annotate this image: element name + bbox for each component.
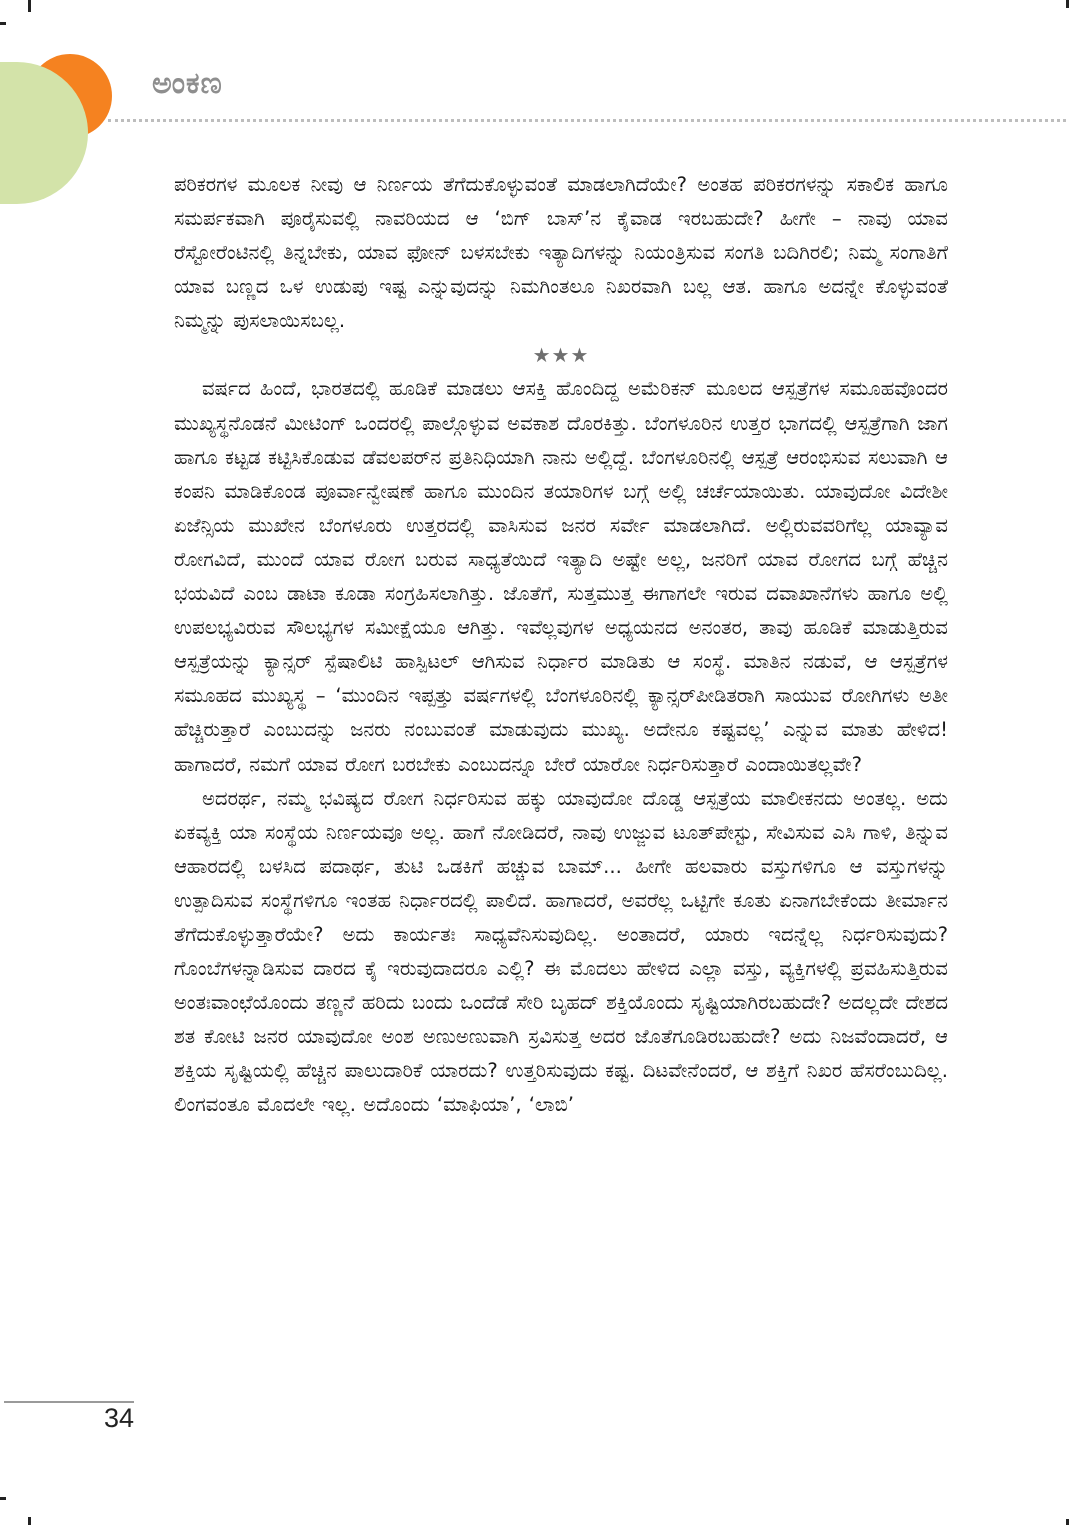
section-title: ಅಂಕಣ (152, 66, 223, 101)
crop-mark-bottom-left (28, 1517, 31, 1525)
crop-mark-left-lower (0, 1497, 6, 1500)
paragraph-continuation: ಪರಿಕರಗಳ ಮೂಲಕ ನೀವು ಆ ನಿರ್ಣಯ ತೆಗೆದುಕೊಳ್ಳುವಂತೆ ಮಾಡಲಾಗಿದೆಯೇ? ಅಂತಹ ಪರಿಕರಗಳನ್ನು ಸಕಾಲಿಕ ಹಾಗೂ ಸಮರ್ಪಕವಾಗಿ ಪೂರೈಸುವಲ್ಲಿ ನಾವರಿಯದ ಆ ‘ಬಿಗ್ ಬಾಸ್’ನ ಕೈವಾಡ ಇರಬಹುದೇ? ಹೀಗೇ – ನಾವು ಯಾವ ರೆಸ್ಟೋರೆಂಟಿನಲ್ಲಿ ತಿನ್ನಬೇಕು, ಯಾವ ಫೋನ್ ಬಳಸಬೇಕು ಇತ್ಯಾದಿಗಳನ್ನು ನಿಯಂತ್ರಿಸುವ ಸಂಗತಿ ಬದಿಗಿರಲಿ; ನಿಮ್ಮ ಸಂಗಾತಿಗೆ ಯಾವ ಬಣ್ಣದ ಒಳ ಉಡುಪು ಇಷ್ಟ ಎನ್ನುವುದನ್ನು ನಿಮಗಿಂತಲೂ ನಿಖರವಾಗಿ ಬಲ್ಲ ಆತ. ಹಾಗೂ ಅದನ್ನೇ ಕೊಳ್ಳುವಂತೆ ನಿಮ್ಮನ್ನು ಪುಸಲಾಯಿಸಬಲ್ಲ. (174, 173, 948, 333)
page-number: 34 (103, 1403, 134, 1433)
section-break-stars: ★★★ (532, 343, 590, 368)
crop-mark-top-left (28, 0, 31, 12)
crop-mark-bottom-right (1066, 1519, 1069, 1525)
crop-mark-left-upper (0, 22, 6, 25)
paragraph-who-decides: ಅದರರ್ಥ, ನಮ್ಮ ಭವಿಷ್ಯದ ರೋಗ ನಿರ್ಧರಿಸುವ ಹಕ್ಕು ಯಾವುದೋ ದೊಡ್ಡ ಆಸ್ಪತ್ರೆಯ ಮಾಲೀಕನದು ಅಂತಲ್ಲ. ಅದು ಏಕವ್ಯಕ್ತಿ ಯಾ ಸಂಸ್ಥೆಯ ನಿರ್ಣಯವೂ ಅಲ್ಲ. ಹಾಗೆ ನೋಡಿದರೆ, ನಾವು ಉಜ್ಜುವ ಟೂತ್‌ಪೇಸ್ಟು, ಸೇವಿಸುವ ಎಸಿ ಗಾಳಿ, ತಿನ್ನುವ ಆಹಾರದಲ್ಲಿ ಬಳಸಿದ ಪದಾರ್ಥ, ತುಟಿ ಒಡಕಿಗೆ ಹಚ್ಚುವ ಬಾಮ್... ಹೀಗೇ ಹಲವಾರು ವಸ್ತುಗಳಿಗೂ ಆ ವಸ್ತುಗಳನ್ನು ಉತ್ಪಾದಿಸುವ ಸಂಸ್ಥೆಗಳಿಗೂ ಇಂತಹ ನಿರ್ಧಾರದಲ್ಲಿ ಪಾಲಿದೆ. ಹಾಗಾದರೆ, ಅವರೆಲ್ಲ ಒಟ್ಟಿಗೇ ಕೂತು ಏನಾಗಬೇಕೆಂದು ತೀರ್ಮಾನ ತೆಗೆದುಕೊಳ್ಳುತ್ತಾರೆಯೇ? ಅದು ಕಾರ್ಯತಃ ಸಾಧ್ಯವೆನಿಸುವುದಿಲ್ಲ. ಅಂತಾದರೆ, ಯಾರು ಇದನ್ನೆಲ್ಲ ನಿರ್ಧರಿಸುವುದು? ಗೊಂಬೆಗಳನ್ನಾಡಿಸುವ ದಾರದ ಕೈ ಇರುವುದಾದರೂ ಎಲ್ಲಿ? ಈ ಮೊದಲು ಹೇಳಿದ ಎಲ್ಲಾ ವಸ್ತು, ವ್ಯಕ್ತಿಗಳಲ್ಲಿ ಪ್ರವಹಿಸುತ್ತಿರುವ ಅಂತಃವಾಂಛೆಯೊಂದು ತಣ್ಣನೆ ಹರಿದು ಬಂದು ಒಂದೆಡೆ ಸೇರಿ ಬೃಹದ್ ಶಕ್ತಿಯೊಂದು ಸೃಷ್ಟಿಯಾಗಿರಬಹುದೇ? ಅದಲ್ಲದೇ ದೇಶದ ಶತ ಕೋಟಿ ಜನರ ಯಾವುದೋ ಅಂಶ ಅಣುಅಣುವಾಗಿ ಸ್ರವಿಸುತ್ತ ಅದರ ಜೊತೆಗೂಡಿರಬಹುದೇ? ಅದು ನಿಜವೆಂದಾದರೆ, ಆ ಶಕ್ತಿಯ ಸೃಷ್ಟಿಯಲ್ಲಿ ಹೆಚ್ಚಿನ ಪಾಲುದಾರಿಕೆ ಯಾರದು? ಉತ್ತರಿಸುವುದು ಕಷ್ಟ. ದಿಟವೇನೆಂದರೆ, ಆ ಶಕ್ತಿಗೆ ನಿಖರ ಹೆಸರೆಂಬುದಿಲ್ಲ. ಲಿಂಗವಂತೂ ಮೊದಲೇ ಇಲ್ಲ. ಅದೊಂದು ‘ಮಾಫಿಯಾ’, ‘ಲಾಬಿ’ (174, 786, 948, 1117)
crop-mark-top-right (1066, 0, 1069, 8)
article-body (174, 168, 948, 1123)
paragraph-hospital-meeting: ವರ್ಷದ ಹಿಂದೆ, ಭಾರತದಲ್ಲಿ ಹೂಡಿಕೆ ಮಾಡಲು ಆಸಕ್ತಿ ಹೊಂದಿದ್ದ ಅಮೆರಿಕನ್ ಮೂಲದ ಆಸ್ಪತ್ರೆಗಳ ಸಮೂಹವೊಂದರ ಮುಖ್ಯಸ್ಥನೊಡನೆ ಮೀಟಿಂಗ್ ಒಂದರಲ್ಲಿ ಪಾಲ್ಗೊಳ್ಳುವ ಅವಕಾಶ ದೊರಕಿತ್ತು. ಬೆಂಗಳೂರಿನ ಉತ್ತರ ಭಾಗದಲ್ಲಿ ಆಸ್ಪತ್ರೆಗಾಗಿ ಜಾಗ ಹಾಗೂ ಕಟ್ಟಡ ಕಟ್ಟಿಸಿಕೊಡುವ ಡೆವಲಪರ್‌ನ ಪ್ರತಿನಿಧಿಯಾಗಿ ನಾನು ಅಲ್ಲಿದ್ದೆ. ಬೆಂಗಳೂರಿನಲ್ಲಿ ಆಸ್ಪತ್ರೆ ಆರಂಭಿಸುವ ಸಲುವಾಗಿ ಆ ಕಂಪನಿ ಮಾಡಿಕೊಂಡ ಪೂರ್ವಾನ್ವೇಷಣೆ ಹಾಗೂ ಮುಂದಿನ ತಯಾರಿಗಳ ಬಗ್ಗೆ ಅಲ್ಲಿ ಚರ್ಚೆಯಾಯಿತು. ಯಾವುದೋ ವಿದೇಶೀ ಏಜೆನ್ಸಿಯ ಮುಖೇನ ಬೆಂಗಳೂರು ಉತ್ತರದಲ್ಲಿ ವಾಸಿಸುವ ಜನರ ಸರ್ವೇ ಮಾಡಲಾಗಿದೆ. ಅಲ್ಲಿರುವವರಿಗೆಲ್ಲ ಯಾವ್ಯಾವ ರೋಗವಿದೆ, ಮುಂದೆ ಯಾವ ರೋಗ ಬರುವ ಸಾಧ್ಯತೆಯಿದೆ ಇತ್ಯಾದಿ ಅಷ್ಟೇ ಅಲ್ಲ, ಜನರಿಗೆ ಯಾವ ರೋಗದ ಬಗ್ಗೆ ಹೆಚ್ಚಿನ ಭಯವಿದೆ ಎಂಬ ಡಾಟಾ ಕೂಡಾ ಸಂಗ್ರಹಿಸಲಾಗಿತ್ತು. ಜೊತೆಗೆ, ಸುತ್ತಮುತ್ತ ಈಗಾಗಲೇ ಇರುವ ದವಾಖಾನೆಗಳು ಹಾಗೂ ಅಲ್ಲಿ ಉಪಲಭ್ಯವಿರುವ ಸೌಲಭ್ಯಗಳ ಸಮೀಕ್ಷೆಯೂ ಆಗಿತ್ತು. ಇವೆಲ್ಲವುಗಳ ಅಧ್ಯಯನದ ಅನಂತರ, ತಾವು ಹೂಡಿಕೆ ಮಾಡುತ್ತಿರುವ ಆಸ್ಪತ್ರೆಯನ್ನು ಕ್ಯಾನ್ಸರ್ ಸ್ಪೆಷಾಲಿಟಿ ಹಾಸ್ಪಿಟಲ್ ಆಗಿಸುವ ನಿರ್ಧಾರ ಮಾಡಿತು ಆ ಸಂಸ್ಥೆ. ಮಾತಿನ ನಡುವೆ, ಆ ಆಸ್ಪತ್ರೆಗಳ ಸಮೂಹದ ಮುಖ್ಯಸ್ಥ – ‘ಮುಂದಿನ ಇಪ್ಪತ್ತು ವರ್ಷಗಳಲ್ಲಿ ಬೆಂಗಳೂರಿನಲ್ಲಿ ಕ್ಯಾನ್ಸರ್‌ಪೀಡಿತರಾಗಿ ಸಾಯುವ ರೋಗಿಗಳು ಅತೀ ಹೆಚ್ಚಿರುತ್ತಾರೆ ಎಂಬುದನ್ನು ಜನರು ನಂಬುವಂತೆ ಮಾಡುವುದು ಮುಖ್ಯ. ಅದೇನೂ ಕಷ್ಟವಲ್ಲ’ ಎನ್ನುವ ಮಾತು ಹೇಳಿದ! ಹಾಗಾದರೆ, ನಮಗೆ ಯಾವ ರೋಗ ಬರಬೇಕು ಎಂಬುದನ್ನೂ ಬೇರೆ ಯಾರೋ ನಿರ್ಧರಿಸುತ್ತಾರೆ ಎಂದಾಯಿತಲ್ಲವೇ? (174, 377, 948, 776)
header-dotted-rule (108, 119, 1066, 122)
